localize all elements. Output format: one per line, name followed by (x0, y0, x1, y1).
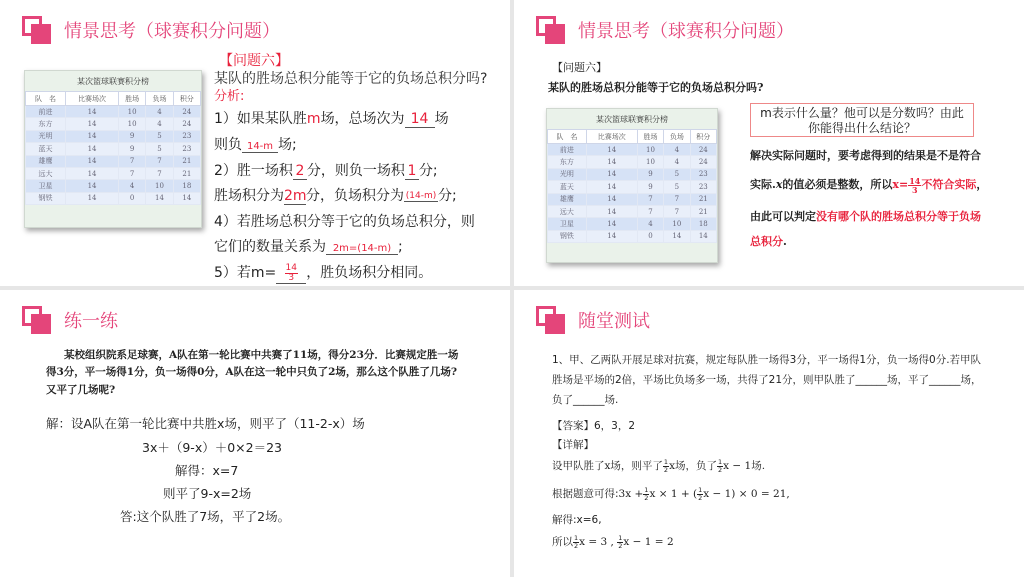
table-cell: 10 (637, 144, 663, 156)
table-cell: 14 (146, 192, 173, 204)
step-1-text-a: 1）如果某队胜 (214, 111, 307, 127)
answer-blank (404, 191, 438, 202)
conclusion-text-c: 由此可以判定 (750, 210, 816, 223)
fraction-numerator: 1 (717, 457, 723, 466)
question-text: 某队的胜场总积分能等于它的负场总积分吗? (548, 81, 764, 94)
answer-value: 14 (410, 111, 429, 127)
detail-text-c: x场，负了 (669, 460, 717, 472)
step-1-text-c: 场 (434, 111, 449, 127)
table-cell: 东方 (26, 118, 66, 130)
table-row (26, 118, 201, 130)
table-row (26, 167, 201, 179)
slide-title: 练一练 (64, 311, 118, 332)
conclusion-highlight-end: 总积分 (750, 235, 783, 248)
table-cell: 18 (173, 180, 200, 192)
table-cell: 7 (146, 155, 173, 167)
equation-part-b: x × 1 + ( (649, 488, 698, 500)
solution-line-3: 解得：x=7 (175, 463, 239, 478)
fraction-numerator: 14 (285, 262, 297, 273)
fraction-denominator: 3 (911, 184, 918, 195)
step-3-text-c: 分; (438, 188, 457, 204)
table-cell: 10 (146, 180, 173, 192)
step-3-text-a: 胜场积分为 (214, 188, 284, 204)
table-cell: 钢铁 (548, 230, 587, 242)
conclusion-text-b: 的值必须是整数，所以 (782, 178, 893, 191)
solution-line-2: 3x＋（9-x）＋0×2＝23 (142, 440, 282, 455)
slide-situation-1 (0, 0, 510, 286)
detail-line-3: 解得:x=6, (552, 514, 602, 526)
table-cell: 5 (664, 181, 690, 193)
analysis-label: 分析: (214, 89, 245, 104)
detail-line-2 (552, 486, 790, 501)
table-cell: 7 (118, 167, 145, 179)
fraction-denominator: 2 (644, 493, 649, 502)
step-5-text-a: 5）若m= (214, 265, 277, 281)
fraction-denominator: 2 (698, 493, 703, 502)
table-cell: 14 (586, 181, 637, 193)
score-table (547, 129, 717, 243)
conclusion-text-a: 实际. (750, 178, 776, 191)
table-cell: 卫星 (548, 218, 587, 230)
question-text: 某队的胜场总积分能等于它的负场总积分吗? (214, 71, 488, 87)
slide-quiz (514, 290, 1024, 577)
table-cell: 9 (118, 143, 145, 155)
table-cell: 4 (118, 180, 145, 192)
slide-title: 情景思考（球赛积分问题） (64, 21, 280, 42)
table-cell: 4 (146, 106, 173, 118)
table-cell: 蓝天 (26, 143, 66, 155)
answer-value: 14-m (246, 141, 274, 152)
table-cell: 23 (173, 130, 200, 142)
table-cell: 7 (637, 193, 663, 205)
table-cell: 10 (118, 118, 145, 130)
answer-value: 1 (407, 163, 417, 179)
answer-value: 2m=(14-m) (332, 243, 392, 254)
table-cell: 9 (118, 130, 145, 142)
table-cell: 4 (664, 156, 690, 168)
table-cell: 东方 (548, 156, 587, 168)
fraction-numerator: 1 (663, 457, 669, 466)
result-b: x − 1 = 2 (623, 536, 674, 548)
step-2 (214, 160, 438, 180)
table-cell: 10 (118, 106, 145, 118)
table-cell: 前进 (548, 144, 587, 156)
table-header-cell: 积分 (173, 92, 200, 106)
conclusion-highlight: 没有哪个队的胜场总积分等于负场 (816, 210, 981, 223)
table-cell: 0 (118, 192, 145, 204)
conclusion-line-1: 解决实际问题时，要考虑得到的结果是不是符合 (750, 149, 981, 162)
conclusion-not-real: 不符合实际 (921, 178, 977, 191)
fraction-denominator: 2 (663, 465, 669, 474)
table-cell: 前进 (26, 106, 66, 118)
table-row (26, 155, 201, 167)
table-cell: 10 (664, 218, 690, 230)
logo-icon (22, 16, 52, 44)
table-header-cell: 胜场 (637, 130, 663, 144)
table-header-cell: 队 名 (548, 130, 587, 144)
fraction-numerator: 1 (574, 533, 579, 542)
conclusion-period: . (783, 235, 787, 248)
answer-blank (293, 163, 307, 180)
table-cell: 远大 (548, 205, 587, 217)
table-header-cell: 比赛场次 (66, 92, 119, 106)
table-cell: 14 (66, 180, 119, 192)
thinking-prompt-box: m表示什么量？他可以是分数吗？由此你能得出什么结论？ (750, 103, 974, 137)
table-row (26, 143, 201, 155)
solution-line-1: 解：设A队在第一轮比赛中共胜x场，则平了（11-2-x）场 (46, 416, 365, 431)
table-cell: 7 (664, 205, 690, 217)
step-4b-text-a: 它们的数量关系为 (214, 239, 326, 255)
table-cell: 0 (637, 230, 663, 242)
table-cell: 14 (66, 106, 119, 118)
score-table (25, 91, 201, 205)
fraction-denominator: 3 (288, 272, 295, 283)
table-header-cell: 胜场 (118, 92, 145, 106)
solution-line-5: 答:这个队胜了7场，平了2场。 (120, 509, 291, 524)
table-cell: 14 (66, 155, 119, 167)
answer-blank (284, 188, 306, 205)
answer-value: (14-m) (405, 191, 437, 201)
fraction (908, 177, 921, 194)
table-row (548, 144, 717, 156)
table-cell: 21 (690, 205, 716, 217)
conclusion-comma: ， (976, 178, 988, 191)
conclusion-line-3 (750, 208, 981, 224)
table-cell: 21 (173, 155, 200, 167)
answer-line: 【答案】6，3，2 (552, 420, 636, 432)
table-cell: 10 (637, 156, 663, 168)
table-cell: 4 (146, 118, 173, 130)
fraction-numerator: 1 (698, 485, 703, 494)
question-label: 【问题六】 (219, 53, 289, 69)
table-cell: 18 (690, 218, 716, 230)
table-cell: 光明 (26, 130, 66, 142)
table-cell: 7 (146, 167, 173, 179)
table-cell: 23 (690, 168, 716, 180)
table-cell: 5 (146, 143, 173, 155)
table-cell: 14 (586, 144, 637, 156)
table-cell: 24 (690, 156, 716, 168)
table-cell: 14 (586, 156, 637, 168)
problem-line-2: 得3分，平一场得1分，负一场得0分，A队在这一轮中只负了2场，那么这个队胜了几场? (46, 366, 458, 378)
step-4b-text-b: ; (398, 239, 403, 255)
table-cell: 远大 (26, 167, 66, 179)
table-cell: 9 (637, 181, 663, 193)
step-4: 4）若胜场总积分等于它的负场总积分，则 (214, 214, 475, 230)
table-cell: 24 (173, 118, 200, 130)
logo-icon (536, 306, 566, 334)
equation-part-a: 3x + (618, 488, 644, 500)
table-cell: 5 (664, 168, 690, 180)
step-4b (214, 236, 403, 256)
table-row (548, 205, 717, 217)
table-row (26, 106, 201, 118)
table-cell: 14 (66, 192, 119, 204)
table-cell: 卫星 (26, 180, 66, 192)
table-cell: 14 (690, 230, 716, 242)
table-header-cell: 队 名 (26, 92, 66, 106)
solution-line-4: 则平了9-x=2场 (163, 486, 252, 501)
equation-part-c: x − 1) × 0 = 21, (703, 488, 790, 500)
answer-blank (276, 264, 306, 284)
detail-line-4 (552, 534, 674, 549)
step-1-m: m (306, 111, 321, 127)
step-5-text-b: ，胜负场积分相同。 (306, 265, 433, 281)
problem-line-3: 又平了几场呢? (46, 384, 116, 396)
table-cell: 雄鹰 (548, 193, 587, 205)
table-cell: 23 (690, 181, 716, 193)
table-cell: 雄鹰 (26, 155, 66, 167)
table-cell: 7 (118, 155, 145, 167)
detail-text-d: x − 1场. (723, 460, 766, 472)
score-table-card (24, 70, 202, 228)
table-cell: 4 (637, 218, 663, 230)
slide-title: 随堂测试 (578, 311, 650, 332)
table-cell: 7 (637, 205, 663, 217)
quiz-line-3: 负了______场. (552, 394, 619, 406)
answer-blank (405, 163, 419, 180)
table-row (548, 156, 717, 168)
fraction-numerator: 1 (644, 485, 649, 494)
table-cell: 5 (146, 130, 173, 142)
table-row (26, 180, 201, 192)
answer-blank (326, 243, 398, 255)
table-row (26, 130, 201, 142)
step-1 (214, 108, 449, 128)
table-cell: 4 (664, 144, 690, 156)
table-cell: 14 (664, 230, 690, 242)
conclusion-line-4 (750, 233, 787, 249)
answer-blank (405, 111, 435, 128)
quiz-line-1: 1、甲、乙两队开展足球对抗赛，规定每队胜一场得3分，平一场得1分，负一场得0分.若甲队 (552, 354, 982, 366)
fraction-denominator: 2 (717, 465, 723, 474)
step-1-text-b: 场，总场次为 (320, 111, 405, 127)
detail-equation-label: 根据题意可得: (552, 488, 619, 500)
detail-text-b: x场，则平了 (604, 460, 663, 472)
table-cell: 14 (66, 143, 119, 155)
detail-text-a: 设甲队胜了 (552, 460, 605, 472)
step-3 (214, 185, 457, 205)
step-2-text-c: 分; (418, 163, 438, 179)
table-row (548, 230, 717, 242)
score-table-card (546, 108, 718, 263)
table-cell: 钢铁 (26, 192, 66, 204)
conclusion-line-2 (750, 176, 987, 194)
logo-icon (536, 16, 566, 44)
table-cell: 14 (66, 130, 119, 142)
table-cell: 14 (586, 218, 637, 230)
result-a: x = 3 , (579, 536, 614, 548)
table-row (548, 181, 717, 193)
question-label: 【问题六】 (552, 61, 607, 74)
fraction-denominator: 2 (574, 541, 579, 550)
table-cell: 14 (173, 192, 200, 204)
slide-situation-2 (514, 0, 1024, 286)
table-header-cell: 积分 (690, 130, 716, 144)
quiz-line-2: 胜场是平场的2倍，平场比负场多一场，共得了21分，则甲队胜了______场，平了______场， (552, 374, 982, 386)
table-cell: 14 (586, 230, 637, 242)
step-2-text-a: 2）胜一场积 (214, 163, 293, 179)
answer-fraction (285, 264, 298, 283)
detail-line-1 (552, 458, 765, 473)
step-2-text-b: 分，则负一场积 (306, 163, 405, 179)
logo-icon (22, 306, 52, 334)
table-cell: 7 (664, 193, 690, 205)
fraction-numerator: 14 (909, 175, 921, 186)
table-caption: 某次篮球联赛积分榜 (596, 115, 668, 124)
table-row (548, 168, 717, 180)
table-cell: 14 (586, 193, 637, 205)
table-cell: 24 (690, 144, 716, 156)
answer-blank (242, 141, 278, 153)
slide-practice (0, 290, 510, 577)
table-header-cell: 负场 (146, 92, 173, 106)
answer-value: 2m (284, 188, 307, 204)
table-cell: 蓝天 (548, 181, 587, 193)
table-cell: 光明 (548, 168, 587, 180)
table-header-cell: 比赛场次 (586, 130, 637, 144)
table-cell: 14 (586, 168, 637, 180)
table-cell: 14 (66, 167, 119, 179)
table-cell: 21 (690, 193, 716, 205)
table-cell: 21 (173, 167, 200, 179)
detail-text-so: 所以 (552, 536, 573, 548)
answer-value: 2 (295, 163, 305, 179)
table-cell: 9 (637, 168, 663, 180)
fraction-denominator: 2 (618, 541, 623, 550)
table-row (548, 218, 717, 230)
step-1b-text-a: 则负 (214, 137, 242, 153)
step-3-text-b: 分，负场积分为 (306, 188, 404, 204)
detail-label: 【详解】 (552, 439, 594, 451)
table-caption: 某次篮球联赛积分榜 (77, 77, 149, 86)
conclusion-x-eq: x= (892, 178, 909, 191)
step-5 (214, 262, 432, 284)
table-cell: 23 (173, 143, 200, 155)
fraction-numerator: 1 (618, 533, 623, 542)
step-1b-text-b: 场; (278, 137, 297, 153)
table-cell: 14 (586, 205, 637, 217)
table-row (548, 193, 717, 205)
table-cell: 14 (66, 118, 119, 130)
variable-x: x (775, 178, 783, 191)
problem-line-1: 某校组织院系足球赛，A队在第一轮比赛中共赛了11场，得分23分．比赛规定胜一场 (64, 349, 459, 361)
slide-title: 情景思考（球赛积分问题） (578, 21, 794, 42)
table-row (26, 192, 201, 204)
table-header-cell: 负场 (664, 130, 690, 144)
table-cell: 24 (173, 106, 200, 118)
step-1b (214, 134, 297, 154)
